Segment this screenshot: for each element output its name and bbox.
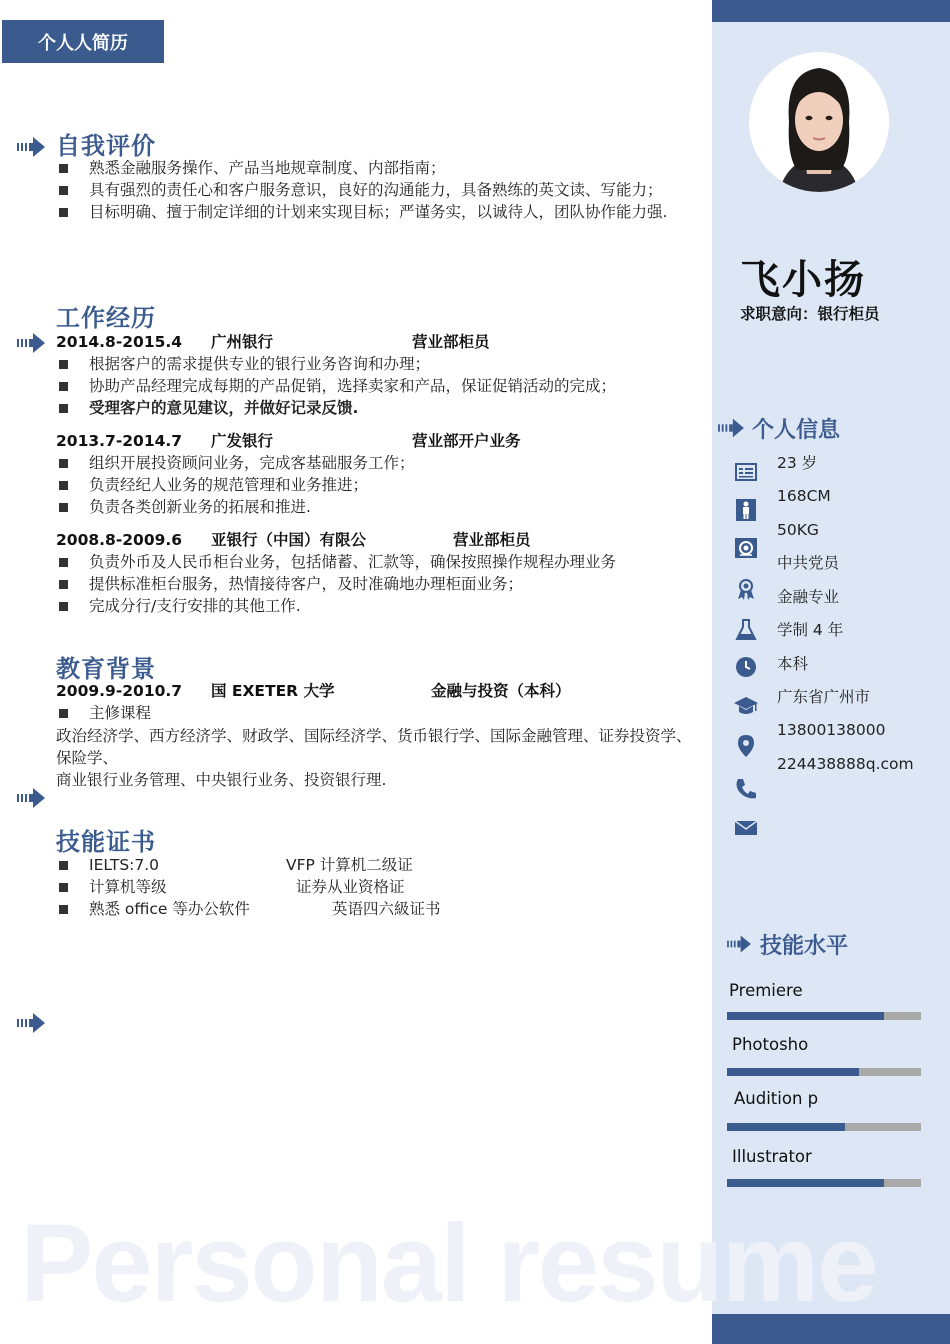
list-item: 根据客户的需求提供专业的银行业务咨询和办理； <box>56 353 696 375</box>
job-role: 营业部开户业务 <box>412 432 521 450</box>
personal-info-title: 个人信息 <box>752 418 841 443</box>
skill-cert: 英语四六級证书 <box>332 900 441 918</box>
job-duties-list <box>56 452 696 518</box>
job-duties-list <box>56 551 696 617</box>
skill-level-title: 技能水平 <box>760 934 849 959</box>
courses-text: 政治经济学、西方经济学、财政学、国际经济学、货币银行学、国际金融管理、证券投资学、保险学、 <box>56 727 692 767</box>
arrow-right-icon <box>727 933 751 955</box>
info-age: 23 岁 <box>777 454 818 472</box>
info-email: 224438888q.com <box>777 755 914 773</box>
education-school: 国 EXETER 大学 <box>211 682 335 700</box>
info-degree: 本科 <box>777 655 809 673</box>
skill-cert: 计算机等级 <box>89 878 167 896</box>
list-item <box>56 898 696 920</box>
skill-cert: 熟悉 office 等办公软件 <box>89 900 250 918</box>
skill-cert: VFP 计算机二级证 <box>286 856 413 874</box>
location-pin-icon <box>733 733 759 759</box>
list-item: 负责经纪人业务的规范管理和业务推进； <box>56 474 696 496</box>
skill-level-fill <box>727 1012 884 1020</box>
list-item: 负责各类创新业务的拓展和推进. <box>56 496 696 518</box>
job-role: 营业部柜员 <box>412 333 490 351</box>
education-title: 教育背景 <box>56 655 156 683</box>
skills-list <box>56 854 696 920</box>
list-item: 受理客户的意见建议，并做好记录反馈. <box>56 397 696 419</box>
info-height: 168CM <box>777 487 831 505</box>
job-company: 广州银行 <box>211 333 274 351</box>
info-location: 广东省广州市 <box>777 688 871 706</box>
arrow-right-icon <box>17 134 45 160</box>
job-period: 2008.8-2009.6 <box>56 531 183 549</box>
job-period: 2014.8-2015.4 <box>56 333 183 351</box>
skill-level-fill <box>727 1068 859 1076</box>
resume-header-label: 个人人简历 <box>2 20 164 63</box>
sidebar-top-bar <box>712 0 950 22</box>
list-item: 提供标准柜台服务，热情接待客户，及时准确地办理柜面业务； <box>56 573 696 595</box>
info-duration: 学制 4 年 <box>777 621 844 639</box>
education-major: 金融与投资（本科） <box>431 682 571 700</box>
skill-level-bar <box>727 1179 921 1187</box>
info-major: 金融专业 <box>777 588 840 606</box>
skills-title: 技能证书 <box>56 828 156 856</box>
info-politics: 中共党员 <box>777 554 840 572</box>
skill-level-bar <box>727 1068 921 1076</box>
course-label-list <box>56 702 696 724</box>
profile-photo <box>749 52 889 192</box>
list-item: 组织开展投资顾问业务，完成客基础服务工作； <box>56 452 696 474</box>
skill-level-bar <box>727 1123 921 1131</box>
job-role: 营业部柜员 <box>453 531 531 549</box>
education-period: 2009.9-2010.7 <box>56 682 183 700</box>
list-item: 具有强烈的责任心和客户服务意识，良好的沟通能力，具备熟练的英文读、写能力； <box>56 179 696 201</box>
arrow-right-icon <box>17 1010 45 1036</box>
job-header <box>56 430 696 452</box>
camera-icon <box>733 535 759 561</box>
skill-name: Photosho <box>732 1035 809 1054</box>
list-item: 目标明确、擅于制定详细的计划来实现目标；严谨务实，以诚待人，团队协作能力强. <box>56 201 696 223</box>
info-phone: 13800138000 <box>777 721 886 739</box>
arrow-right-icon <box>17 785 45 811</box>
list-item <box>56 854 696 876</box>
job-period: 2013.7-2014.7 <box>56 432 183 450</box>
job-duties-list <box>56 353 696 419</box>
phone-icon <box>733 776 759 802</box>
skill-level-fill <box>727 1179 884 1187</box>
job-company: 亚银行（中国）有限公 <box>211 531 367 549</box>
skill-name: Audition p <box>734 1089 819 1108</box>
courses-text: 商业银行业务管理、中央银行业务、投资银行理. <box>56 771 387 789</box>
skill-name: Premiere <box>729 981 803 1000</box>
job-company: 广发银行 <box>211 432 274 450</box>
mail-icon <box>733 815 759 841</box>
skill-cert: 证券从业资格证 <box>296 878 405 896</box>
job-header <box>56 529 696 551</box>
work-title: 工作经历 <box>56 304 156 332</box>
graduation-cap-icon <box>733 693 759 719</box>
list-item: 完成分行/支行安排的其他工作. <box>56 595 696 617</box>
job-intent: 求职意向：银行柜员 <box>740 305 880 323</box>
avatar <box>749 52 889 192</box>
info-weight: 50KG <box>777 521 819 539</box>
self-eval-list <box>56 157 696 223</box>
award-icon <box>733 576 759 602</box>
self-eval-title: 自我评价 <box>56 132 156 160</box>
skill-level-fill <box>727 1123 845 1131</box>
skill-name: Illustrator <box>732 1147 812 1166</box>
arrow-right-icon <box>718 416 744 440</box>
id-card-icon <box>733 459 759 485</box>
skill-cert: IELTS:7.0 <box>89 856 160 874</box>
list-item: 主修课程 <box>56 702 696 724</box>
job-header <box>56 331 696 353</box>
list-item: 协助产品经理完成每期的产品促销，选择卖家和产品，保证促销活动的完成； <box>56 375 696 397</box>
education-header <box>56 680 696 702</box>
profile-name: 飞小扬 <box>740 257 866 303</box>
list-item <box>56 876 696 898</box>
person-icon <box>733 497 759 523</box>
arrow-right-icon <box>17 330 45 356</box>
watermark-text: Personal resume <box>20 1202 877 1325</box>
list-item: 熟悉金融服务操作、产品当地规章制度、内部指南； <box>56 157 696 179</box>
clock-icon <box>733 654 759 680</box>
flask-icon <box>733 617 759 643</box>
list-item: 负责外币及人民币柜台业务，包括储蓄、汇款等，确保按照操作规程办理业务 <box>56 551 696 573</box>
skill-level-bar <box>727 1012 921 1020</box>
